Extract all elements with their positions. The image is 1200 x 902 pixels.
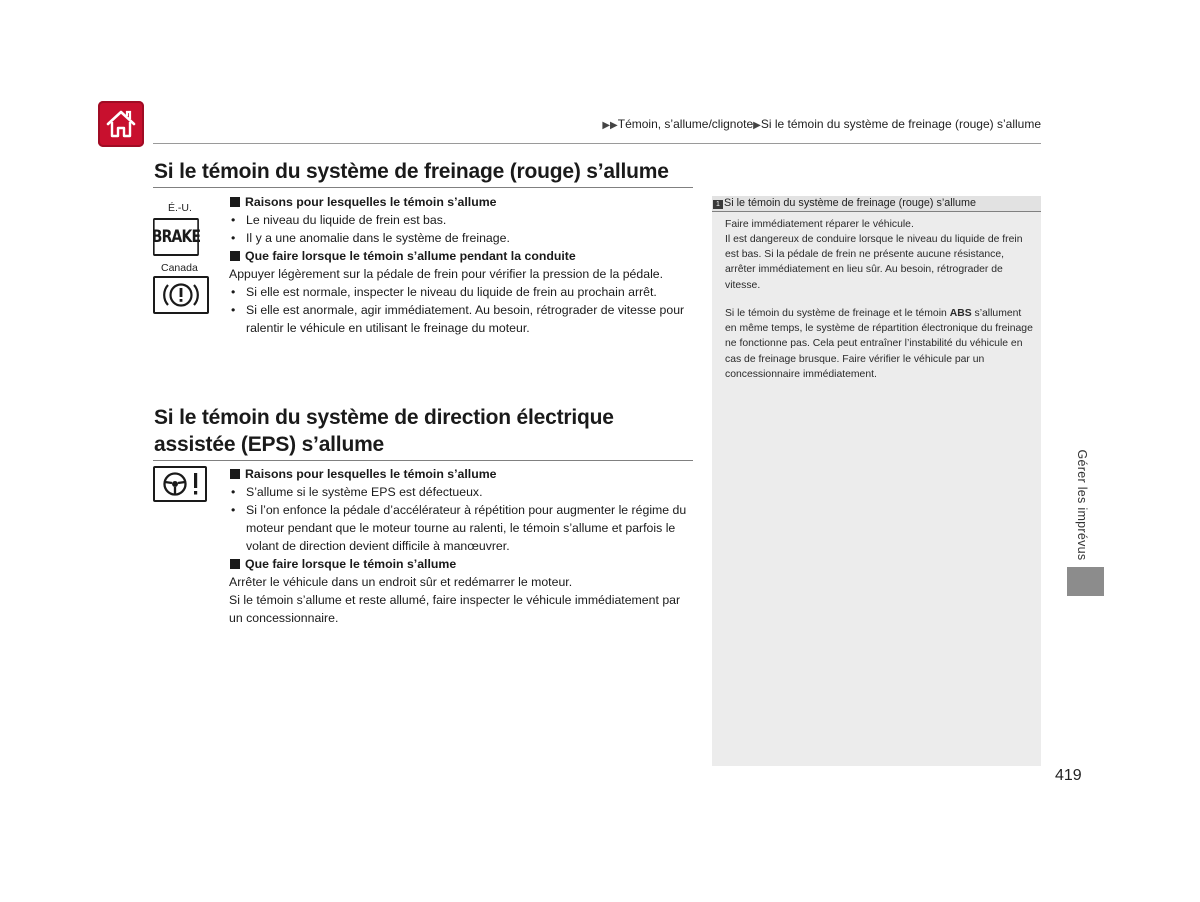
breadcrumb-link-1[interactable]: Témoin, s’allume/clignote — [617, 117, 754, 131]
sidebar-note-title: Si le témoin du système de freinage (rouge) s’allume — [724, 197, 977, 209]
sidebar-paragraph: Faire immédiatement réparer le véhicule. — [725, 219, 914, 230]
breadcrumb-arrow-icon: ▶▶ — [602, 120, 618, 131]
page-number: 419 — [1055, 767, 1082, 784]
note-marker-icon: 1 — [713, 200, 723, 209]
section-eps-content — [229, 465, 699, 627]
subheading-reasons: Raisons pour lesquelles le témoin s’allume — [229, 465, 699, 483]
section-eps-divider — [153, 460, 693, 461]
brake-icon-text: BRAKE — [151, 227, 201, 247]
paragraph: Appuyer légèrement sur la pédale de frein pour vérifier la pression de la pédale. — [229, 267, 664, 281]
subheading-reasons: Raisons pour lesquelles le témoin s’allume — [229, 193, 699, 211]
section-eps-title-line2: assistée (EPS) s’allume — [154, 433, 385, 456]
eps-steering-warning-icon — [153, 466, 207, 502]
home-icon — [104, 107, 138, 141]
section-eps-title-line1: Si le témoin du système de direction électrique — [154, 406, 614, 429]
section-brake-divider — [153, 187, 693, 188]
list-item: • Si elle est anormale, agir immédiatement. Au besoin, rétrograder de vitesse pour ralentir le véhicule en utilisant le freinage du moteur. — [229, 301, 694, 337]
breadcrumb-arrow-icon: ▶ — [753, 120, 761, 131]
section-eps-title — [154, 404, 614, 458]
home-button[interactable] — [98, 101, 144, 147]
paragraph: Arrêter le véhicule dans un endroit sûr et redémarrer le moteur. — [229, 575, 573, 589]
section-brake-content — [229, 193, 699, 337]
list-item: • S’allume si le système EPS est défectueux. — [229, 483, 699, 501]
abs-label: ABS — [949, 308, 972, 319]
region-label-us: É.-U. — [168, 202, 192, 214]
sidebar-text: Si le témoin du système de freinage et le témoin — [725, 308, 950, 319]
paragraph: Si le témoin s’allume et reste allumé, faire inspecter le véhicule immédiatement par un concessionnaire. — [229, 593, 681, 625]
header-divider — [153, 143, 1041, 144]
subheading-what-to-do: Que faire lorsque le témoin s’allume pendant la conduite — [229, 247, 699, 265]
sidebar-paragraph: Il est dangereux de conduire lorsque le niveau du liquide de frein est bas. Si la pédale de frein ne présente aucune résistance, arrêter immédiatement en lieu sûr. Au besoin, rétrograder de vitesse. — [725, 234, 1023, 291]
side-tab-label[interactable]: Gérer les imprévus — [1075, 449, 1089, 561]
brake-warning-circle-icon — [153, 276, 209, 314]
section-brake-title: Si le témoin du système de freinage (rouge) s’allume — [154, 160, 669, 183]
breadcrumb — [602, 117, 1041, 131]
breadcrumb-link-2[interactable]: Si le témoin du système de freinage (rouge) s’allume — [760, 117, 1041, 131]
region-label-canada: Canada — [161, 262, 198, 274]
list-item: • Si l’on enfonce la pédale d’accélérateur à répétition pour augmenter le régime du moteur pendant que le moteur tourne au ralenti, le témoin s’allume et parfois le volant de direction devient difficile à manœuvrer. — [229, 501, 694, 555]
subheading-what-to-do: Que faire lorsque le témoin s’allume — [229, 555, 699, 573]
brake-warning-icon — [153, 218, 199, 256]
list-item: • Il y a une anomalie dans le système de freinage. — [229, 229, 699, 247]
list-item: • Le niveau du liquide de frein est bas. — [229, 211, 699, 229]
list-item: • Si elle est normale, inspecter le niveau du liquide de frein au prochain arrêt. — [229, 283, 699, 301]
side-tab-marker[interactable] — [1067, 567, 1104, 596]
sidebar-text: s’allument en même temps, le système de répartition électronique du freinage ne fonctionne pas. Cela peut entraîner l’instabilité du véhicule en cas de freinage brusque. Faire vérifier le véhicule par un concessionnaire immédiatement. — [725, 308, 1033, 380]
sidebar-note-header — [712, 196, 1041, 212]
sidebar-paragraph — [725, 306, 1033, 382]
